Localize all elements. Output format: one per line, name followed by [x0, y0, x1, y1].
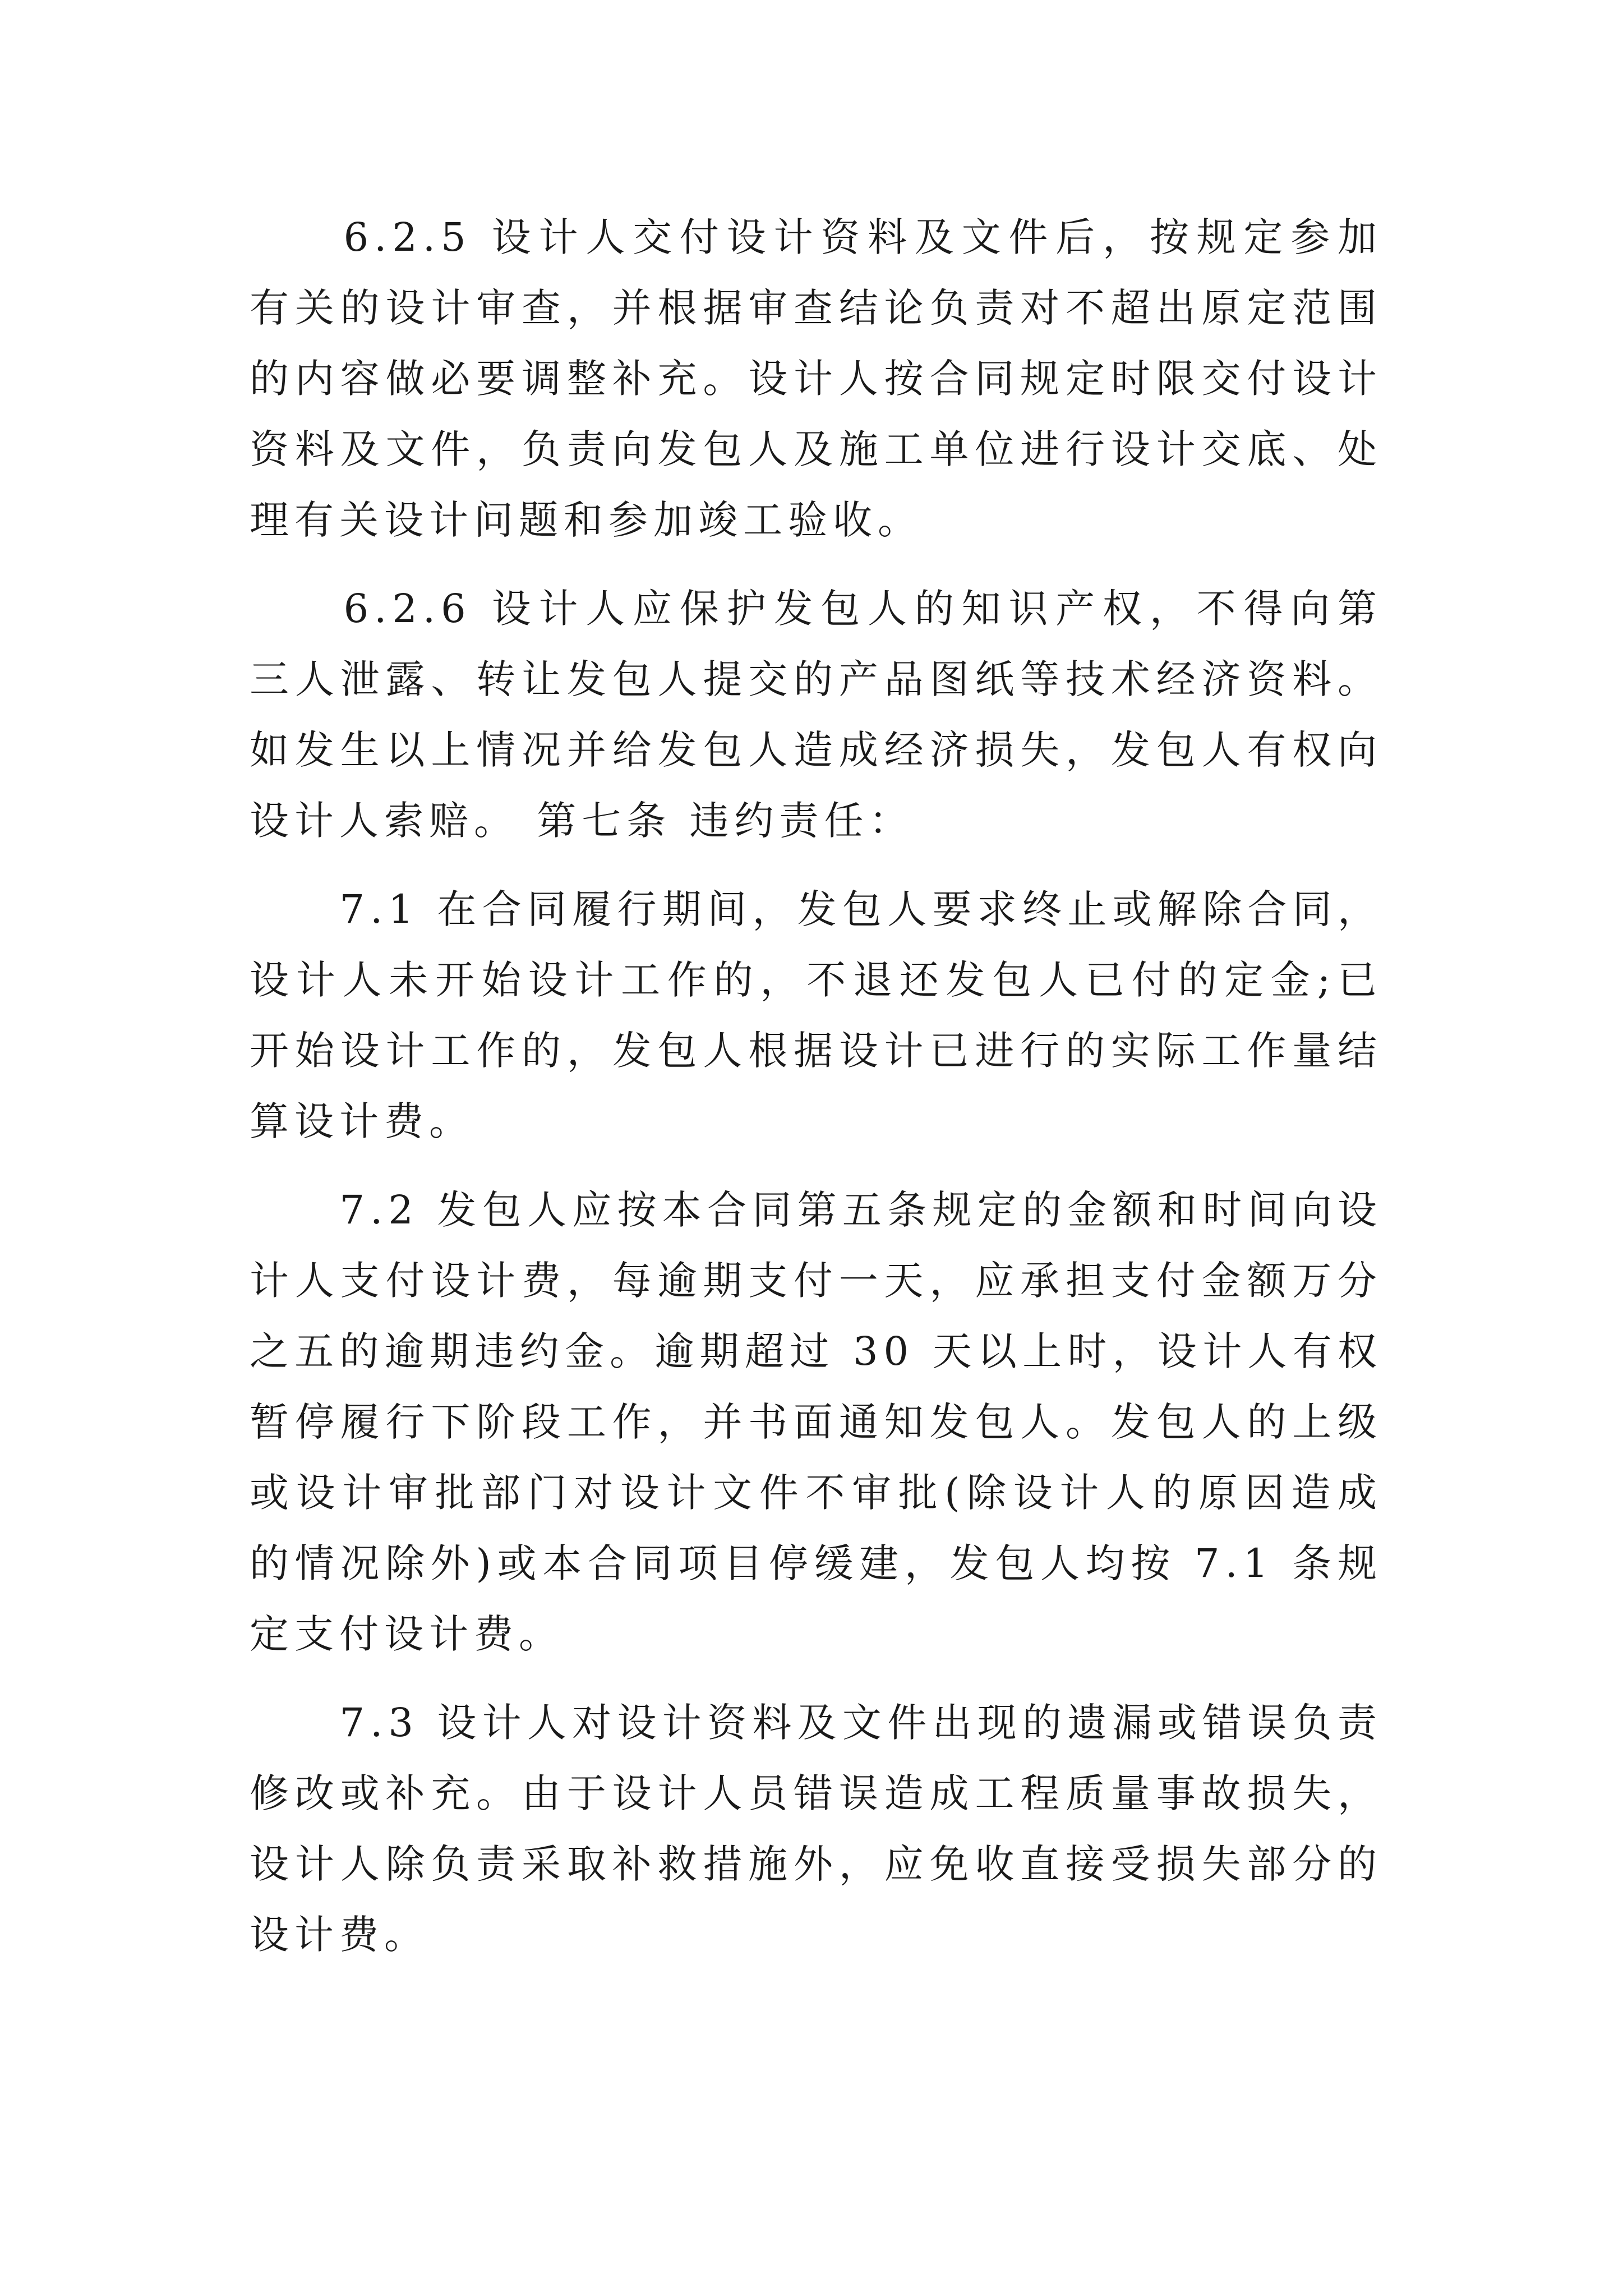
clause-7-3: 7.3 设计人对设计资料及文件出现的遗漏或错误负责修改或补充。由于设计人员错误造成工程质量事故损失，设计人除负责采取补救措施外，应免收直接受损失部分的设计费。	[250, 1700, 1382, 1958]
document-body	[250, 202, 1382, 1970]
clause-7-2: 7.2 发包人应按本合同第五条规定的金额和时间向设计人支付设计费，每逾期支付一天，应承担支付金额万分之五的逾期违约金。逾期超过 30 天以上时，设计人有权暂停履行下阶段工作，并书面通知发包人。发包人的上级或设计审批部门对设计文件不审批(除设计人的原因造成的情况除外)或本合同项目停缓建，发包人均按 7.1 条规定支付设计费。	[250, 1187, 1382, 1657]
clause-7-1: 7.1 在合同履行期间，发包人要求终止或解除合同，设计人未开始设计工作的，不退还发包人已付的定金;已开始设计工作的，发包人根据设计已进行的实际工作量结算设计费。	[250, 886, 1382, 1144]
clause-6-2-6: 6.2.6 设计人应保护发包人的知识产权，不得向第三人泄露、转让发包人提交的产品图纸等技术经济资料。如发生以上情况并给发包人造成经济损失，发包人有权向设计人索赔。 第七条 违约责任：	[250, 586, 1382, 844]
clause-6-2-5: 6.2.5 设计人交付设计资料及文件后，按规定参加有关的设计审查，并根据审查结论负责对不超出原定范围的内容做必要调整补充。设计人按合同规定时限交付设计资料及文件，负责向发包人及施工单位进行设计交底、处理有关设计问题和参加竣工验收。	[250, 214, 1382, 543]
